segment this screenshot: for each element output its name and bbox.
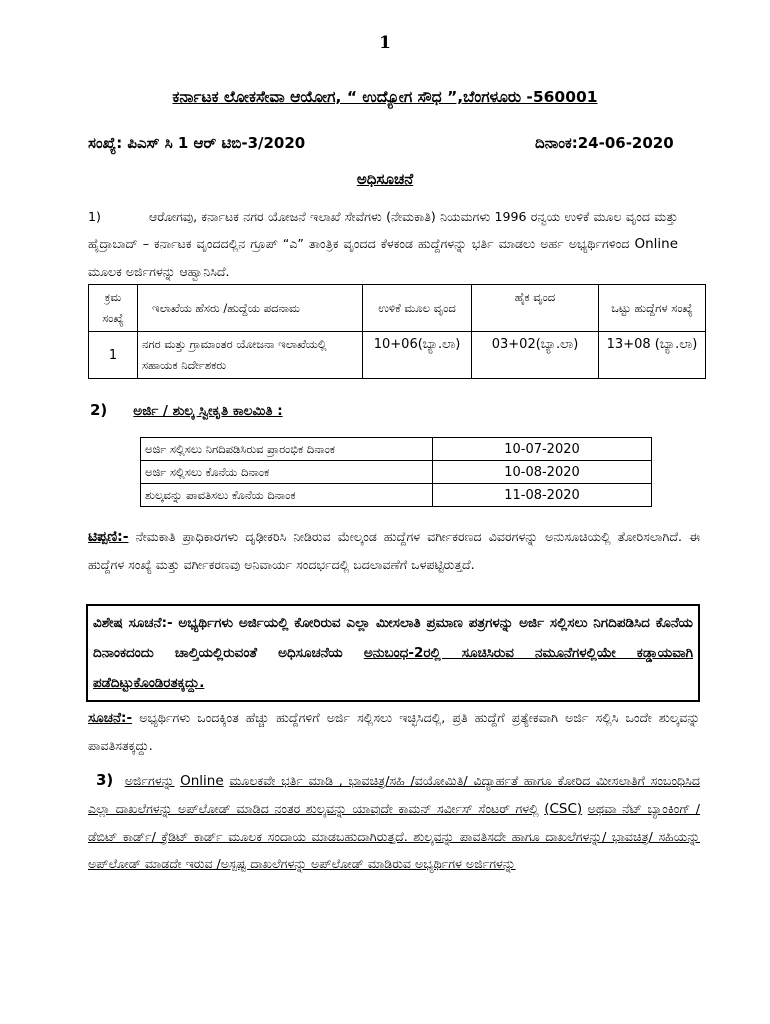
table-row (89, 332, 706, 379)
dates-label-last: ಅರ್ಜಿ ಸಲ್ಲಿಸಲು ಕೊನೆಯ ದಿನಾಂಕ (141, 461, 433, 484)
dates-table (140, 437, 652, 507)
note-2-label: ಸೂಚನೆ:- (88, 710, 133, 726)
dates-label-start: ಅರ್ಜಿ ಸಲ್ಲಿಸಲು ನಿಗದಿಪಡಿಸಿರುವ ಪ್ರಾರಂಭಿಕ ದಿನಾಂಕ (141, 438, 433, 461)
paragraph-3-online: Online (180, 773, 224, 789)
paragraph-3-text-c: ಅಥವಾ ನೆಟ್ ಬ್ಯಾಂಕಿಂಗ್ / ಡೆಬಿಟ್ ಕಾರ್ಡ್/ ಕ್ರೆಡಿಟ್ ಕಾರ್ಡ್ ಮೂಲಕ ಸಂದಾಯ ಮಾಡಬಹುದಾಗಿರುತ್ತದೆ. ಶುಲ್ಕವನ್ನು ಪಾವತಿಸದೇ ಹಾಗೂ ದಾಖಲೆಗಳನ್ನು/ ಭಾವಚಿತ್ರ/ ಸಹಿಯನ್ನು ಅಪ್‌ಲೋಡ್ ಮಾಡದೇ ಇರುವ /ಅಸ್ಪಷ್ಟ ದಾಖಲೆಗಳನ್ನು ಅಪ್‌ಲೋಡ್ ಮಾಡಿರುವ ಅಭ್ಯರ್ಥಿಗಳ ಅರ್ಜಿಗಳನ್ನು (88, 801, 700, 871)
paragraph-3-text-b: ಮೂಲಕವೇ ಭರ್ತಿ ಮಾಡಿ , ಭಾವಚಿತ್ರ/ಸಹಿ /ವಯೋಮಿತಿ/ ವಿದ್ಯಾರ್ಹತೆ ಹಾಗೂ ಕೋರಿದ ಮೀಸಲಾತಿಗೆ ಸಂಬಂಧಿಸಿದ ಎಲ್ಲಾ ದಾಖಲೆಗಳನ್ನು ಅಪ್‌ಲೋಡ್ ಮಾಡಿದ ನಂತರ ಶುಲ್ಕವನ್ನು ಯಾವುದೇ ಕಾಮನ್ ಸರ್ವೀಸ್ ಸೆಂಟರ್ ಗಳಲ್ಲಿ (88, 773, 700, 816)
dates-value-last: 10-08-2020 (433, 461, 652, 484)
note-1 (88, 523, 700, 578)
special-note-text: ವಿಶೇಷ ಸೂಚನೆ:- ಅಭ್ಯರ್ಥಿಗಳು ಅರ್ಜಿಯಲ್ಲಿ ಕೋರಿರುವ ಎಲ್ಲಾ ಮೀಸಲಾತಿ ಪ್ರಮಾಣ ಪತ್ರಗಳನ್ನು ಅರ್ಜಿ ಸಲ್ಲಿಸಲು ನಿಗದಿಪಡಿಸಿದ ಕೊನೆಯ ದಿನಾಂಕದಂದು ಚಾಲ್ತಿಯಲ್ಲಿರುವಂತೆ ಅಧಿಸೂಚನೆಯ (93, 615, 693, 661)
header-hk-cadre: ಹೈಕ ವೃಂದ (472, 285, 599, 332)
organization-heading (0, 88, 770, 107)
note-2 (88, 704, 700, 759)
paragraph-3-text-a: ಅರ್ಜಿಗಳನ್ನು (124, 773, 175, 788)
row-residual-cadre: 10+06(ಬ್ಯಾ.ಲಾ) (363, 332, 472, 379)
section-2-label: ಅರ್ಜಿ / ಶುಲ್ಕ ಸ್ವೀಕೃತಿ ಕಾಲಮಿತಿ : (133, 403, 283, 419)
document-title (0, 170, 770, 188)
row-serial: 1 (89, 332, 138, 379)
document-title-text: ಅಧಿಸೂಚನೆ (356, 170, 414, 188)
row-hk-cadre: 03+02(ಬ್ಯಾ.ಲಾ) (472, 332, 599, 379)
header-serial: ಕ್ರಮ ಸಂಖ್ಯೆ (89, 285, 138, 332)
section-2-heading (90, 401, 283, 419)
header-total-posts: ಒಟ್ಟು ಹುದ್ದೆಗಳ ಸಂಖ್ಯೆ (599, 285, 706, 332)
special-note-box (86, 604, 700, 702)
table-row (141, 461, 652, 484)
reference-number: ಸಂಖ್ಯೆ: ಪಿಎಸ್ ಸಿ 1 ಆರ್ ಟಿಬಿ-3/2020 (88, 134, 306, 152)
paragraph-3 (88, 767, 700, 877)
section-2-number: 2) (90, 401, 108, 419)
paragraph-1-online: Online (634, 236, 678, 252)
paragraph-1 (88, 203, 678, 285)
page-number: 1 (379, 33, 391, 53)
header-residual-cadre: ಉಳಿಕೆ ಮೂಲ ವೃಂದ (363, 285, 472, 332)
paragraph-1-text-b: ಮೂಲಕ ಅರ್ಜಿಗಳನ್ನು ಆಹ್ವಾನಿಸಿದೆ. (88, 264, 230, 279)
paragraph-3-number: 3) (96, 771, 114, 789)
posts-table (88, 284, 706, 379)
dates-value-fee: 11-08-2020 (433, 484, 652, 507)
paragraph-3-csc: (CSC) (544, 801, 583, 817)
note-1-text: ನೇಮಕಾತಿ ಪ್ರಾಧಿಕಾರಗಳು ದೃಢೀಕರಿಸಿ ನೀಡಿರುವ ಮೇಲ್ಕಂಡ ಹುದ್ದೆಗಳ ವರ್ಗೀಕರಣದ ವಿವರಗಳನ್ನು ಅನುಸೂಚಿಯಲ್ಲಿ ತೋರಿಸಲಾಗಿದೆ. ಈ ಹುದ್ದೆಗಳ ಸಂಖ್ಯೆ ಮತ್ತು ವರ್ಗೀಕರಣವು ಅನಿವಾರ್ಯ ಸಂದರ್ಭದಲ್ಲಿ ಬದಲಾವಣೆಗೆ ಒಳಪಟ್ಟಿರುತ್ತದೆ. (88, 529, 700, 572)
dates-value-start: 10-07-2020 (433, 438, 652, 461)
paragraph-1-text-a: ಆರೋಗವು, ಕರ್ನಾಟಕ ನಗರ ಯೋಜನೆ ಇಲಾಖೆ ಸೇವೆಗಳು (ನೇಮಕಾತಿ) ನಿಯಮಗಳು 1996 ರನ್ವಯ ಉಳಿಕೆ ಮೂಲ ವೃಂದ ಮತ್ತು ಹೈದ್ರಾಬಾದ್ – ಕರ್ನಾಟಕ ವೃಂದದಲ್ಲಿನ ಗ್ರೂಪ್ “ಎ” ತಾಂತ್ರಿಕ ವೃಂದದ ಕೆಳಕಂಡ ಹುದ್ದೆಗಳನ್ನು ಭರ್ತಿ ಮಾಡಲು ಅರ್ಹ ಅಭ್ಯರ್ಥಿಗಳಿಂದ (88, 209, 678, 251)
note-1-label: ಟಿಪ್ಪಣಿ:- (88, 529, 129, 545)
posts-table-header-row (89, 285, 706, 332)
note-2-text: ಅಭ್ಯರ್ಥಿಗಳು ಒಂದಕ್ಕಿಂತ ಹೆಚ್ಚು ಹುದ್ದೆಗಳಿಗೆ ಅರ್ಜಿ ಸಲ್ಲಿಸಲು ಇಚ್ಛಿಸಿದಲ್ಲಿ, ಪ್ರತಿ ಹುದ್ದೆಗೆ ಪ್ರತ್ಯೇಕವಾಗಿ ಅರ್ಜಿ ಸಲ್ಲಿಸಿ ಒಂದೇ ಶುಲ್ಕವನ್ನು ಪಾವತಿಸತಕ್ಕದ್ದು. (88, 710, 700, 753)
paragraph-1-number: 1) (88, 209, 101, 224)
header-department: ಇಲಾಖೆಯ ಹೆಸರು /ಹುದ್ದೆಯ ಪದನಾಮ (138, 285, 363, 332)
notification-date: ದಿನಾಂಕ:24-06-2020 (535, 134, 674, 152)
table-row (141, 438, 652, 461)
special-note-last-line: ಅನುಬಂಧ-2ರಲ್ಲಿ ಸೂಚಿಸಿರುವ ನಮೂನೆಗಳಲ್ಲಿಯೇ ಕಡ್ಡಾಯವಾಗಿ ಪಡೆದಿಟ್ಟುಕೊಂಡಿರತಕ್ಕದ್ದು. (93, 645, 694, 691)
organization-name: ಕರ್ನಾಟಕ ಲೋಕಸೇವಾ ಆಯೋಗ, “ ಉದ್ಯೋಗ ಸೌಧ ”,ಬೆಂಗಳೂರು -560001 (172, 88, 598, 106)
table-row (141, 484, 652, 507)
dates-label-fee: ಶುಲ್ಕವನ್ನು ಪಾವತಿಸಲು ಕೊನೆಯ ದಿನಾಂಕ (141, 484, 433, 507)
row-total-posts: 13+08 (ಬ್ಯಾ.ಲಾ) (599, 332, 706, 379)
row-department: ನಗರ ಮತ್ತು ಗ್ರಾಮಾಂತರ ಯೋಜನಾ ಇಲಾಖೆಯಲ್ಲಿ ಸಹಾಯಕ ನಿರ್ದೇಶಕರು (138, 332, 363, 379)
